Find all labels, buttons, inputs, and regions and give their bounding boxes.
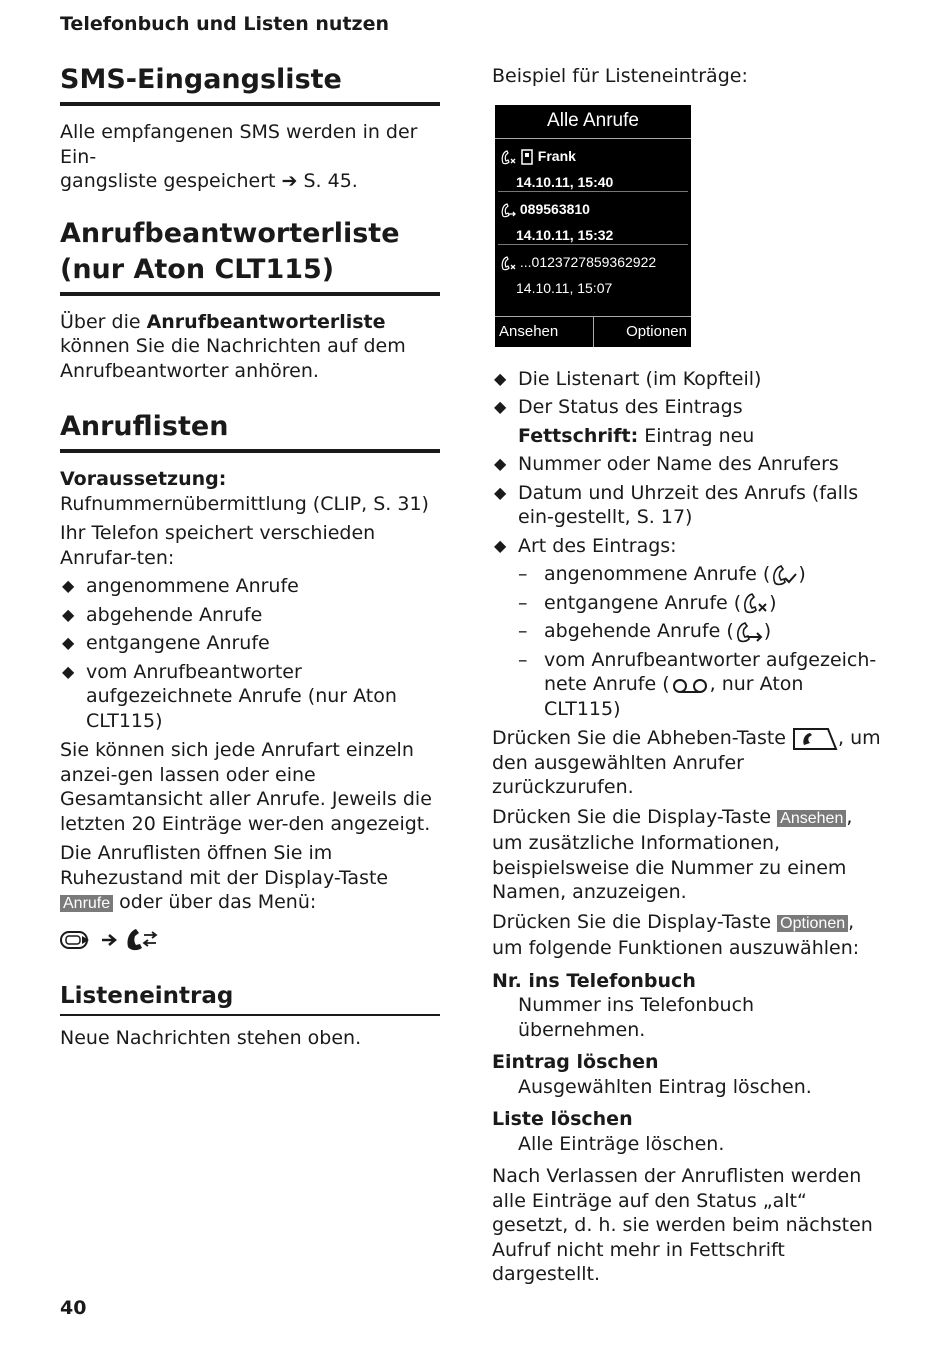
function-desc: Nummer ins Telefonbuch übernehmen. [518,994,755,1041]
closing-text: Nach Verlassen der Anruflisten werden alle Einträge auf den Status „alt“ gesetzt, d. h. sie werden beim nächsten Aufruf nicht mehr in Fettschrift dargestellt. [492,1165,873,1285]
right-column [492,64,882,1287]
list-item: – vom Anrufbeantworter aufgezeich-nete Anrufe ( , nur Aton CLT115) [518,648,877,720]
missed-call-icon [500,255,516,271]
call-lists-icon [127,929,156,950]
page-number: 40 [60,1297,87,1319]
status-note: Fettschrift: Eintrag neu [518,424,755,447]
list-item: ◆ Art des Eintrags: [494,534,677,557]
list-item: ◆ Der Status des Eintrags [494,396,743,418]
ansehen-text: Drücken Sie die Display-Taste Ansehen , um zusätzliche Informationen, beispielsweise die Nummer zu einem Namen, anzuzeigen. [492,805,853,903]
function-item [492,1107,882,1156]
function-term: Nr. ins Telefonbuch [492,969,696,992]
optionen-text: Drücken Sie die Display-Taste Optionen , um folgende Funktionen auszuwählen: [492,910,860,959]
ab-text: Über die Anrufbeantworterliste können Sie die Nachrichten auf dem Anrufbeantworter anhören. [60,310,406,382]
list-item: ◆ vom Anrufbeantworter aufgezeichnete Anrufe (nur Aton CLT115) [62,660,397,732]
arrow-right-icon [102,935,115,945]
sms-heading: SMS-Eingangsliste [60,62,440,106]
function-term: Eintrag löschen [492,1051,659,1073]
anruflisten-heading: Anruflisten [60,409,440,453]
ansehen-softkey: Ansehen [777,810,846,827]
bullet-diamond-icon: ◆ [494,535,507,555]
open-lists-text: Die Anruflisten öffnen Sie im Ruhezustand mit der Display-Taste Anrufe oder über das Menü: [60,842,389,913]
sms-text: Alle empfangenen SMS werden in der Ein- gangsliste gespeichert ➔ S. 45. [60,121,418,192]
bullet-diamond-icon: ◆ [494,397,507,416]
list-item: ◆ abgehende Anrufe [62,603,263,626]
function-term: Liste löschen [492,1108,633,1130]
function-desc: Alle Einträge löschen. [518,1132,725,1155]
bullet-diamond-icon: ◆ [494,454,507,473]
function-desc: Ausgewählten Eintrag löschen. [518,1075,812,1098]
entry-types-list [492,562,882,721]
anrufe-softkey: Anrufe [60,895,113,912]
list-item: ◆ entgangene Anrufe [62,632,270,654]
list-item: ◆ Datum und Uhrzeit des Anrufs (falls ein-gestellt, S. 17) [494,481,859,528]
outgoing-call-icon [734,621,764,643]
softkey-ansehen[interactable]: Ansehen [495,317,594,347]
accepted-call-icon [770,564,798,586]
left-column [60,62,440,1050]
answering-machine-icon [670,676,710,694]
requirement-text: Voraussetzung: Rufnummernübermittlung (CLIP, S. 31) [60,468,429,515]
list-item: ◆ angenommene Anrufe [62,575,299,597]
abheben-text: Drücken Sie die Abheben-Taste , um den ausgewählten Anrufer zurückzurufen. [492,727,881,798]
bullet-diamond-icon: ◆ [62,661,75,681]
function-item [492,969,882,1043]
list-item: ◆ Nummer oder Name des Anrufers [494,453,839,475]
bullet-diamond-icon: ◆ [494,368,507,388]
missed-call-icon [500,149,516,165]
display-title: Alle Anrufe [495,105,691,139]
example-label: Beispiel für Listeneinträge: [492,65,748,87]
function-item [492,1050,882,1099]
outgoing-call-icon [500,202,516,218]
softkey-optionen[interactable]: Optionen [626,322,687,340]
listeneintrag-text: Neue Nachrichten stehen oben. [60,1026,362,1049]
talk-key-icon [792,727,838,751]
list-item: ◆ Die Listenart (im Kopfteil) [494,367,762,390]
list-item: ...0123727859362922 14.10.11, 15:07 [498,245,688,297]
missed-call-icon [741,592,769,614]
page-header: Telefonbuch und Listen nutzen [60,13,390,35]
entry-info-list-2 [492,452,882,558]
view-text: Sie können sich jede Anrufart einzeln anzei-gen lassen oder eine Gesamtansicht aller Anrufe. Jeweils die letzten 20 Einträge wer-den angezeigt. [60,739,432,835]
phonebook-entry-icon [520,149,534,165]
phone-display [495,105,691,347]
call-types-list [60,574,440,733]
list-item: – angenommene Anrufe ( ) [518,563,806,585]
menu-path [60,925,440,955]
list-item: 089563810 14.10.11, 15:32 [498,192,688,245]
listeneintrag-heading: Listeneintrag [60,981,440,1016]
optionen-softkey: Optionen [777,915,848,932]
list-item: – abgehende Anrufe ( ) [518,620,772,642]
ab-heading: Anrufbeantworterliste (nur Aton CLT115) [60,216,440,296]
list-item: Frank 14.10.11, 15:40 [498,139,688,192]
bullet-diamond-icon: ◆ [494,482,507,502]
bullet-diamond-icon: ◆ [62,633,75,652]
display-softkeys [495,316,691,347]
bullet-diamond-icon: ◆ [62,576,75,595]
bullet-diamond-icon: ◆ [62,604,75,624]
entry-info-list [492,367,882,420]
list-item: – entgangene Anrufe ( ) [518,591,777,614]
arrow-right-icon: ➔ [281,170,304,192]
menu-key-icon [61,932,89,948]
intro-text: Ihr Telefon speichert verschieden Anrufar-ten: [60,522,376,569]
